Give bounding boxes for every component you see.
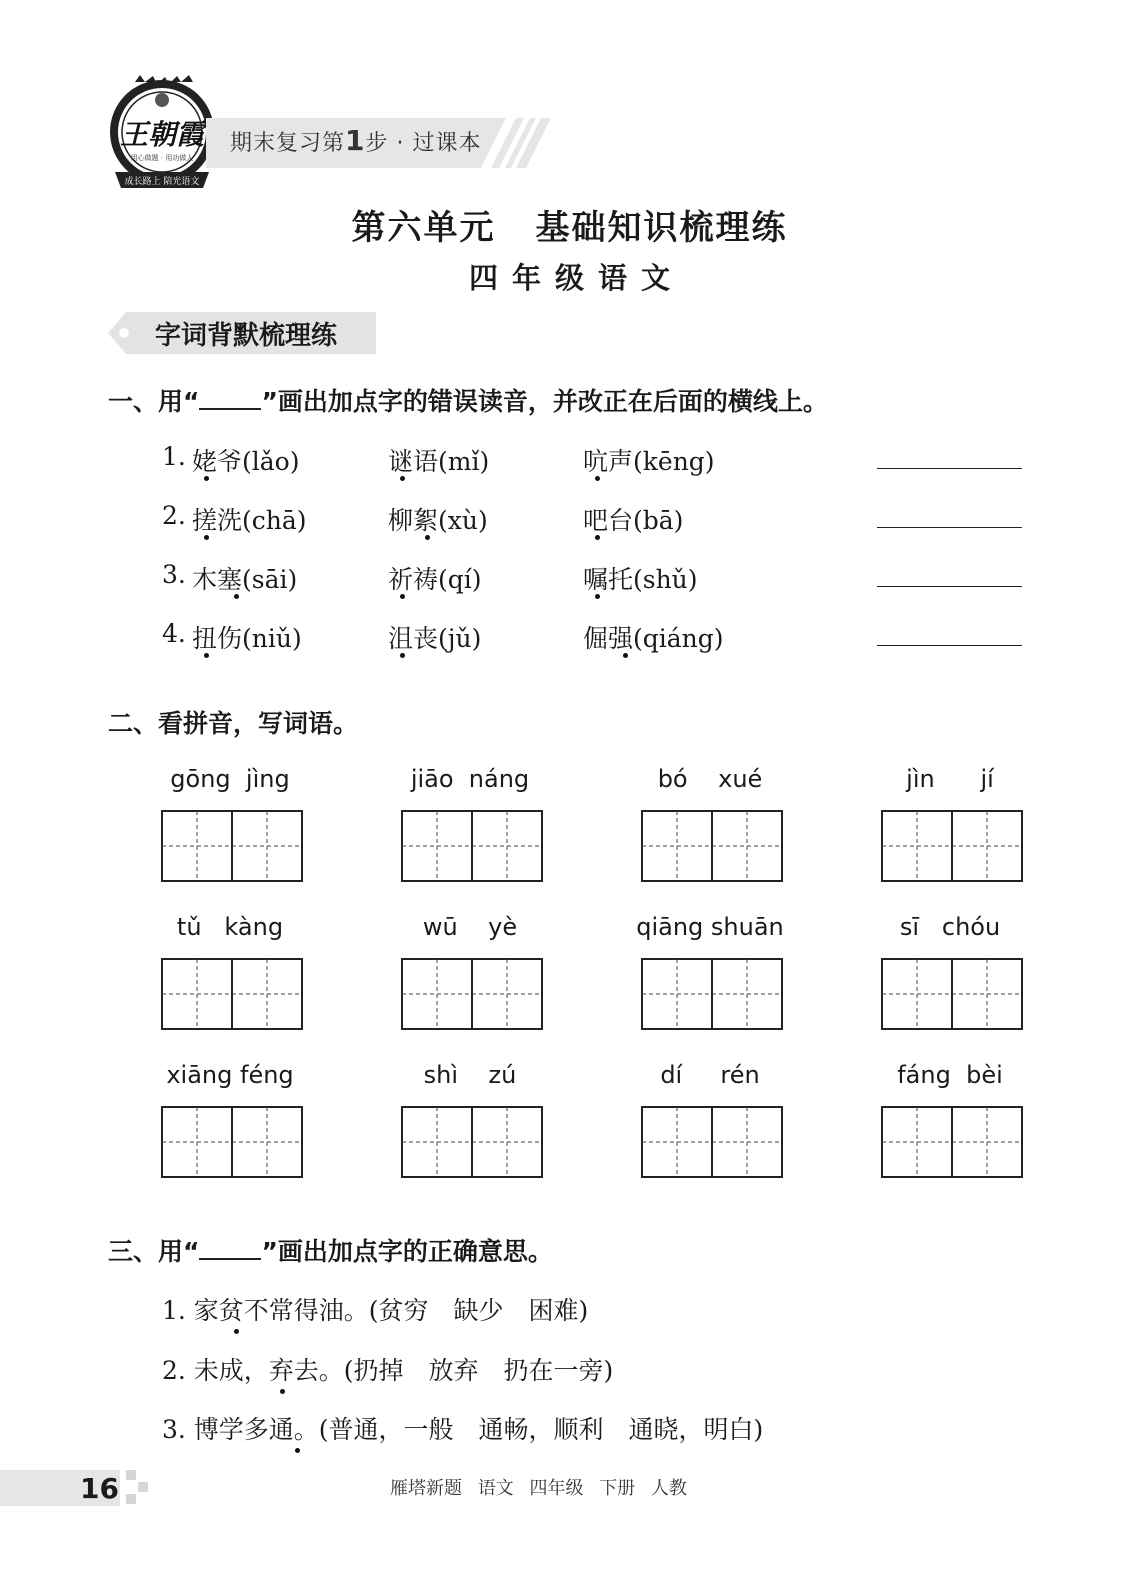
pinyin-label: jìn jí xyxy=(906,765,994,793)
banner-label: 期末复习第1步 · 过课本 xyxy=(230,124,482,157)
pinyin-label: qiāng shuān xyxy=(636,913,784,941)
writing-grid[interactable] xyxy=(642,1107,782,1177)
footer-caption: 雁塔新题 语文 四年级 下册 人教 xyxy=(390,1478,687,1499)
writing-grid[interactable] xyxy=(402,811,542,881)
writing-grid[interactable] xyxy=(162,1107,302,1177)
pinyin-label: bó xué xyxy=(657,765,763,793)
pinyin-label: wū yè xyxy=(422,913,518,941)
footer-bar xyxy=(0,1470,150,1506)
section-tag-label: 字词背默梳理练 xyxy=(155,321,338,351)
svg-text:王朝霞: 王朝霞 xyxy=(119,118,205,151)
writing-grid[interactable] xyxy=(162,811,302,881)
writing-grid[interactable] xyxy=(642,959,782,1029)
writing-grid[interactable] xyxy=(882,1107,1022,1177)
emphasis-dot xyxy=(295,1448,300,1453)
page-title: 第六单元 基础知识梳理练 xyxy=(351,208,788,248)
pinyin-label: shì zú xyxy=(423,1061,517,1089)
pinyin-label: gōng jìng xyxy=(170,765,290,793)
pinyin-label: xiāng féng xyxy=(166,1061,294,1089)
question-3-heading: 三、用“ ”画出加点字的正确意思。 xyxy=(108,1237,553,1266)
pinyin-label: sī chóu xyxy=(899,913,1001,941)
question-3-item: 3. 博学多通。(普通，一般 通畅，顺利 通晓，明白) xyxy=(162,1415,764,1444)
writing-grid[interactable] xyxy=(642,811,782,881)
svg-text:成长路上 陪光语文: 成长路上 陪光语文 xyxy=(124,177,200,187)
writing-grid[interactable] xyxy=(402,1107,542,1177)
question-3-item: 1. 家贫不常得油。(贫穷 缺少 困难) xyxy=(162,1296,589,1325)
question-2-heading: 二、看拼音，写词语。 xyxy=(108,709,359,738)
emphasis-dot xyxy=(234,1329,239,1334)
writing-grid[interactable] xyxy=(402,959,542,1029)
page-number: 16 xyxy=(80,1472,119,1505)
page-subtitle: 四年级语文 xyxy=(468,261,684,295)
pinyin-label: fáng bèi xyxy=(897,1061,1003,1089)
question-3-item: 2. 未成，弃去。(扔掉 放弃 扔在一旁) xyxy=(162,1356,614,1385)
writing-grid[interactable] xyxy=(882,959,1022,1029)
pinyin-label: dí rén xyxy=(660,1061,760,1089)
pinyin-label: jiāo náng xyxy=(410,765,530,793)
question-1-heading: 一、用“ ”画出加点字的错误读音，并改正在后面的横线上。 xyxy=(108,387,828,416)
writing-grid[interactable] xyxy=(882,811,1022,881)
writing-grid[interactable] xyxy=(162,959,302,1029)
svg-text:用心做题 · 用功做人: 用心做题 · 用功做人 xyxy=(130,154,194,162)
pinyin-label: tǔ kàng xyxy=(176,913,284,941)
emphasis-dot xyxy=(280,1389,285,1394)
